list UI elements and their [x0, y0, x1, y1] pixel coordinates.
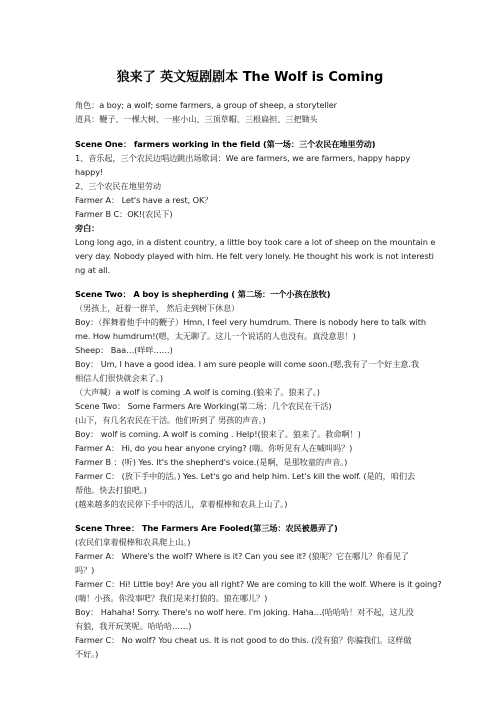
text-line: Farmer A： Let's have a rest, OK？ — [75, 195, 213, 205]
text-line: Farmer A： Hi, do you hear anyone crying? (嗨。你听见有人在喊叫吗？) — [75, 443, 353, 453]
text-line: 角色：a boy; a wolf; some farmers, a group of sheep, a storyteller — [75, 100, 337, 110]
section-heading: Scene Two： A boy is shepherding ( 第二场：一个小孩在放牧) — [75, 289, 331, 299]
text-line: me. How humdrum!(嗯，太无聊了。这儿一个说话的人也没有。真没意思！) — [75, 331, 356, 341]
text-line: （大声喊）a wolf is coming .A wolf is coming.(狼来了。狼来了。) — [75, 387, 320, 397]
document-title: 狼来了 英文短剧剧本 The Wolf is Coming — [116, 70, 384, 85]
section-heading: Scene Three： The Farmers Are Fooled(第三场：农民被愚弄了) — [75, 523, 338, 533]
text-line: 帮他。快去打狼吧。) — [75, 485, 147, 495]
text-line: Boy： Um, I have a good idea. I am sure people will come soon.(嗯,我有了一个好主意.我 — [75, 359, 419, 369]
text-line: Long long ago, in a distent country, a little boy took care a lot of sheep on the mountain e — [75, 237, 436, 247]
text-line: Boy： Hahaha! Sorry. There's no wolf here. I'm joking. Haha…(哈哈哈！对不起，这儿没 — [75, 607, 414, 617]
text-line: very day. Nobody played with him. He felt very lonely. He thought his work is not interesti — [75, 251, 434, 261]
text-line: Farmer C： (放下手中的活。) Yes. Let's go and help him. Let's kill the wolf. (是的，咱们去 — [75, 471, 416, 481]
text-line: Boy： wolf is coming. A wolf is coming . Help!(狼来了。狼来了。救命啊！) — [75, 429, 361, 439]
text-line: (山下，有几名农民在干活。他们听到了 男孩的声音。) — [75, 415, 266, 425]
text-line: Farmer B C：OK!(农民下) — [75, 209, 173, 219]
text-line: Scene Two： Some Farmers Are Working(第二场：几个农民在干活) — [75, 401, 332, 411]
text-line: Farmer B ：(听) Yes. It's the shepherd's voice.(是啊，是那牧童的声音。) — [75, 457, 348, 467]
text-line: 相信人们很快就会来了。) — [75, 373, 163, 383]
text-line: 吗？) — [75, 565, 95, 575]
section-heading: Scene One： farmers working in the field (第一场：三个农民在地里劳动) — [75, 139, 376, 149]
text-line: happy! — [75, 167, 104, 177]
text-line: 有狼，我开玩笑呢。哈哈哈……) — [75, 621, 192, 631]
text-line: (越来越多的农民停下手中的活儿，拿着棍棒和农具上山了。) — [75, 499, 288, 509]
text-line: Boy：（挥舞着他手中的鞭子）Hmn, I feel very humdrum. There is nobody here to talk with — [75, 317, 426, 327]
text-line: 道具：鞭子、一棵大树、一座小山、三顶草帽、三根扁担、三把锄头 — [75, 114, 318, 124]
text-line: 不好。) — [75, 649, 99, 659]
text-line: (嗨！小孩。你没事吧？我们是来打狼的。狼在哪儿？) — [75, 593, 268, 603]
text-line: （男孩上，赶着一群羊， 然后走到树下休息） — [75, 303, 240, 313]
text-line: 1、音乐起，三个农民边唱边跳出场歌词：We are farmers, we are farmers, happy happy — [75, 153, 411, 163]
text-line: Farmer C：Hi! Little boy! Are you all right? We are coming to kill the wolf. Where is it going? — [75, 579, 442, 589]
text-line: Farmer A： Where's the wolf? Where is it? Can you see it? (狼呢？它在哪儿？你看见了 — [75, 551, 409, 561]
text-line: Farmer C： No wolf? You cheat us. It is not good to do this. (没有狼？你骗我们。这样做 — [75, 635, 412, 645]
text-line: ng at all. — [75, 265, 110, 275]
text-line: (农民们拿着棍棒和农具爬上山。) — [75, 537, 191, 547]
text-line: 2、三个农民在地里劳动 — [75, 181, 161, 191]
text-line: Sheep： Baa…(咩咩……) — [75, 345, 173, 355]
section-heading: 旁白： — [75, 223, 100, 233]
